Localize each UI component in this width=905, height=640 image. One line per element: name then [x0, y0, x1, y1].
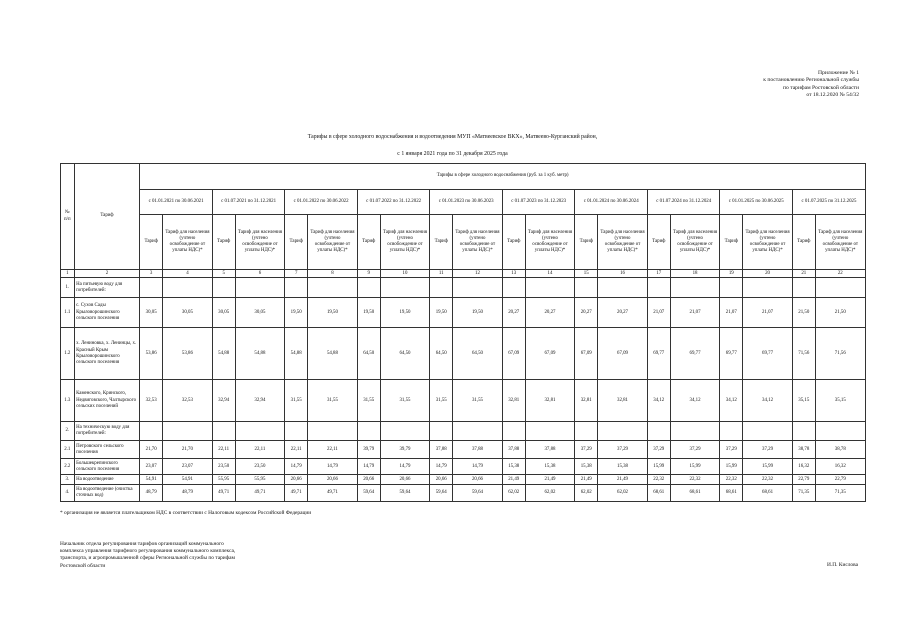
tariff-value: 55,95	[212, 475, 235, 485]
tariff-value	[430, 422, 453, 441]
tariff-value: 15,38	[598, 459, 648, 475]
tariff-value: 22,32	[720, 475, 743, 485]
tariff-value: 32,81	[598, 380, 648, 422]
tariff-value	[792, 422, 815, 441]
tariff-value: 34,12	[670, 380, 720, 422]
subheader-population: Тариф для населения (учтено освобождение от уплаты НДС)*	[235, 215, 285, 270]
tariff-value: 68,61	[670, 485, 720, 502]
period-header: с 01.07.2023 по 31.12.2023	[502, 190, 575, 215]
subheader-population: Тариф для населения (учтено освобождение от уплаты НДС)*	[743, 215, 793, 270]
tariff-value: 20,27	[525, 298, 575, 328]
row-number: 1.	[61, 278, 75, 298]
tariff-value: 21,07	[647, 298, 670, 328]
column-number: 22	[815, 270, 865, 278]
tariff-value: 69,77	[743, 328, 793, 380]
tariff-value: 54,88	[212, 328, 235, 380]
appendix-line-2: к постановлению Региональной службы	[763, 77, 859, 84]
tariff-value: 20,27	[598, 298, 648, 328]
tariff-value: 62,02	[525, 485, 575, 502]
column-number-row	[61, 270, 866, 278]
tariff-value	[670, 422, 720, 441]
tariff-value: 54,88	[285, 328, 308, 380]
tariff-value: 69,77	[670, 328, 720, 380]
tariff-value: 64,50	[430, 328, 453, 380]
tariff-value: 71,35	[815, 485, 865, 502]
tariff-value: 20,66	[357, 475, 380, 485]
tariff-value: 20,66	[308, 475, 358, 485]
tariff-value: 21,07	[743, 298, 793, 328]
tariff-value: 22,11	[212, 441, 235, 459]
column-number: 18	[670, 270, 720, 278]
subheader-population: Тариф для населения (учтено освобождение от уплаты НДС)*	[453, 215, 503, 270]
tariff-value	[212, 278, 235, 298]
document-title: Тарифы в сфере холодного водоснабжения и водоотведения МУП «Матвеевское ВКХ», Матвеево-Курганский район,	[307, 134, 598, 140]
tariff-value: 14,79	[380, 459, 430, 475]
tariff-table-body	[61, 278, 866, 502]
tariff-value	[357, 422, 380, 441]
row-label: Каменского, Кринского, Недвиговского, Чалтырского сельских поселений	[74, 380, 140, 422]
tariff-value: 37,29	[647, 441, 670, 459]
tariff-value: 15,38	[525, 459, 575, 475]
tariff-value: 49,71	[285, 485, 308, 502]
tariff-value: 21,50	[792, 298, 815, 328]
tariff-value	[380, 422, 430, 441]
tariff-value: 19,50	[430, 298, 453, 328]
tariff-value	[162, 422, 212, 441]
tariff-value: 19,50	[380, 298, 430, 328]
tariff-value: 53,86	[162, 328, 212, 380]
tariff-value	[308, 278, 358, 298]
tariff-value: 49,71	[308, 485, 358, 502]
tariff-value: 54,91	[162, 475, 212, 485]
tariff-value: 19,50	[308, 298, 358, 328]
tariff-value: 20,66	[285, 475, 308, 485]
column-number: 19	[720, 270, 743, 278]
tariff-value: 54,88	[308, 328, 358, 380]
tariff-value: 30,05	[140, 298, 163, 328]
tariff-value	[792, 278, 815, 298]
tariff-value: 30,05	[235, 298, 285, 328]
header-num: № п/п	[61, 164, 75, 270]
subheader-tariff: Тариф	[502, 215, 525, 270]
tariff-value: 31,55	[430, 380, 453, 422]
tariff-value: 62,02	[575, 485, 598, 502]
tariff-value: 22,79	[792, 475, 815, 485]
tariff-value: 55,95	[235, 475, 285, 485]
tariff-value: 15,38	[502, 459, 525, 475]
tariff-value: 38,78	[792, 441, 815, 459]
tariff-value: 34,12	[720, 380, 743, 422]
subheader-population: Тариф для населения (учтено освобождение от уплаты НДС)*	[308, 215, 358, 270]
tariff-value	[525, 422, 575, 441]
footnote: * организация не является плательщиком НДС в соответствии с Налоговым кодексом Российской Федерации	[60, 510, 312, 516]
tariff-value: 20,27	[502, 298, 525, 328]
row-number: 2.1	[61, 441, 75, 459]
row-label: с. Сухов Сады Крыловорошинского сельского поселения	[74, 298, 140, 328]
tariff-value: 68,61	[647, 485, 670, 502]
tariff-value	[815, 278, 865, 298]
tariff-value: 37,29	[720, 441, 743, 459]
tariff-value	[502, 278, 525, 298]
table-row	[61, 298, 866, 328]
tariff-value	[235, 278, 285, 298]
tariff-value: 71,56	[815, 328, 865, 380]
tariff-value: 22,32	[670, 475, 720, 485]
tariff-value: 39,79	[357, 441, 380, 459]
header-group: Тарифы в сфере холодного водоснабжения (руб. за 1 куб. метр)	[140, 164, 866, 190]
tariff-value: 37,88	[453, 441, 503, 459]
tariff-value: 14,79	[285, 459, 308, 475]
tariff-value: 15,99	[647, 459, 670, 475]
column-number: 3	[140, 270, 163, 278]
tariff-value: 64,50	[357, 328, 380, 380]
tariff-value	[720, 422, 743, 441]
tariff-value: 21,07	[670, 298, 720, 328]
subheader-population: Тариф для населения (учтено освобождение от уплаты НДС)*	[162, 215, 212, 270]
tariff-value: 32,81	[575, 380, 598, 422]
tariff-value: 37,29	[743, 441, 793, 459]
column-number: 21	[792, 270, 815, 278]
column-number: 12	[453, 270, 503, 278]
tariff-value: 37,88	[430, 441, 453, 459]
tariff-value: 71,56	[792, 328, 815, 380]
tariff-value: 32,94	[235, 380, 285, 422]
tariff-value: 68,61	[720, 485, 743, 502]
column-number: 14	[525, 270, 575, 278]
row-number: 2.	[61, 422, 75, 441]
tariff-value: 59,64	[430, 485, 453, 502]
tariff-value	[525, 278, 575, 298]
table-row	[61, 328, 866, 380]
tariff-value: 32,53	[162, 380, 212, 422]
tariff-value: 67,09	[525, 328, 575, 380]
tariff-value: 19,50	[285, 298, 308, 328]
tariff-value: 14,79	[357, 459, 380, 475]
tariff-value: 21,50	[815, 298, 865, 328]
column-number: 8	[308, 270, 358, 278]
tariff-value	[162, 278, 212, 298]
subheader-population: Тариф для населения (учтено освобождение от уплаты НДС)*	[598, 215, 648, 270]
tariff-value: 21,07	[720, 298, 743, 328]
tariff-value: 48,79	[140, 485, 163, 502]
table-row	[61, 459, 866, 475]
subheader-population: Тариф для населения (учтено освобождение от уплаты НДС)*	[815, 215, 865, 270]
tariff-value	[140, 422, 163, 441]
tariff-value: 20,66	[430, 475, 453, 485]
period-header: с 01.07.2022 по 31.12.2022	[357, 190, 430, 215]
tariff-value: 49,71	[235, 485, 285, 502]
appendix-line-1: Приложение № 1	[818, 70, 859, 76]
signature-line-4: Ростовской области	[60, 562, 106, 569]
appendix-block	[763, 70, 859, 99]
appendix-line-3: по тарифам Ростовской области	[783, 84, 859, 91]
period-header: с 01.07.2025 по 31.12.2025	[792, 190, 865, 215]
tariff-value: 59,64	[380, 485, 430, 502]
subheader-population: Тариф для населения (учтено освобождение от уплаты НДС)*	[670, 215, 720, 270]
tariff-value: 54,88	[235, 328, 285, 380]
tariff-value: 21,70	[162, 441, 212, 459]
tariff-value: 22,32	[743, 475, 793, 485]
tariff-value: 31,55	[453, 380, 503, 422]
tariff-value	[430, 278, 453, 298]
tariff-value: 34,12	[647, 380, 670, 422]
tariff-value: 35,15	[815, 380, 865, 422]
period-header: с 01.01.2024 по 30.06.2024	[575, 190, 648, 215]
tariff-value: 67,09	[502, 328, 525, 380]
tariff-value: 14,79	[308, 459, 358, 475]
column-number: 1	[61, 270, 75, 278]
tariff-value	[380, 278, 430, 298]
column-number: 2	[74, 270, 140, 278]
tariff-value: 31,55	[357, 380, 380, 422]
column-number: 13	[502, 270, 525, 278]
tariff-value: 64,50	[453, 328, 503, 380]
tariff-value: 15,99	[743, 459, 793, 475]
tariff-value: 21,49	[598, 475, 648, 485]
tariff-value: 37,29	[598, 441, 648, 459]
table-row	[61, 278, 866, 298]
period-header: с 01.01.2025 по 30.06.2025	[720, 190, 793, 215]
tariff-value: 21,49	[575, 475, 598, 485]
tariff-value: 20,66	[380, 475, 430, 485]
column-number: 20	[743, 270, 793, 278]
period-header: с 01.07.2024 по 31.12.2024	[647, 190, 720, 215]
tariff-value	[670, 278, 720, 298]
tariff-value: 31,55	[285, 380, 308, 422]
period-header: с 01.01.2021 по 30.06.2021	[140, 190, 213, 215]
tariff-value: 22,11	[235, 441, 285, 459]
tariff-value: 16,32	[815, 459, 865, 475]
subheader-tariff: Тариф	[357, 215, 380, 270]
tariff-value: 32,81	[502, 380, 525, 422]
signature-line-2: комплекса управления тарифного регулирования коммунального комплекса,	[60, 548, 236, 555]
table-row	[61, 475, 866, 485]
tariff-value: 15,99	[720, 459, 743, 475]
tariff-value	[575, 422, 598, 441]
tariff-value	[285, 422, 308, 441]
tariff-value: 23,50	[212, 459, 235, 475]
tariff-value	[285, 278, 308, 298]
tariff-value	[720, 278, 743, 298]
row-label: На питьевую воду для потребителей:	[74, 278, 140, 298]
signature-position	[60, 541, 235, 570]
tariff-value: 39,79	[380, 441, 430, 459]
tariff-value	[647, 422, 670, 441]
tariff-value: 37,29	[670, 441, 720, 459]
tariff-value	[647, 278, 670, 298]
tariff-value: 21,70	[140, 441, 163, 459]
tariff-value: 67,09	[598, 328, 648, 380]
tariff-value	[598, 422, 648, 441]
tariff-value: 34,12	[743, 380, 793, 422]
row-label: На техническую воду для потребителей:	[74, 422, 140, 441]
document-period: с 1 января 2021 года по 31 декабря 2025 года	[397, 151, 508, 157]
tariff-value: 35,15	[792, 380, 815, 422]
tariff-value: 30,05	[212, 298, 235, 328]
tariff-value: 59,64	[453, 485, 503, 502]
tariff-value: 15,38	[575, 459, 598, 475]
row-number: 3.	[61, 475, 75, 485]
tariff-value: 37,29	[575, 441, 598, 459]
column-number: 9	[357, 270, 380, 278]
tariff-value	[453, 422, 503, 441]
tariff-value: 62,02	[502, 485, 525, 502]
tariff-value: 37,88	[502, 441, 525, 459]
table-row	[61, 422, 866, 441]
tariff-value: 32,81	[525, 380, 575, 422]
signature-name: И.П. Кислова	[827, 562, 858, 568]
signature-line-3: транспорта, и агропромышленной сферы Региональной службы по тарифам	[60, 555, 235, 562]
column-number: 11	[430, 270, 453, 278]
tariff-value: 49,71	[212, 485, 235, 502]
column-number: 4	[162, 270, 212, 278]
tariff-value: 14,79	[430, 459, 453, 475]
tariff-value: 64,50	[380, 328, 430, 380]
row-number: 1.2	[61, 328, 75, 380]
subheader-population: Тариф для населения (учтено освобождение от уплаты НДС)*	[380, 215, 430, 270]
subheader-tariff: Тариф	[792, 215, 815, 270]
column-number: 5	[212, 270, 235, 278]
tariff-value	[357, 278, 380, 298]
tariff-value: 21,49	[502, 475, 525, 485]
tariff-value: 20,27	[575, 298, 598, 328]
subheader-population: Тариф для населения (учтено освобождение от уплаты НДС)*	[525, 215, 575, 270]
subheader-tariff: Тариф	[647, 215, 670, 270]
row-label: Большекрепинского сельского поселения	[74, 459, 140, 475]
column-number: 7	[285, 270, 308, 278]
tariff-value: 23,07	[162, 459, 212, 475]
column-number: 15	[575, 270, 598, 278]
tariff-table	[60, 163, 866, 502]
tariff-value: 23,07	[140, 459, 163, 475]
tariff-value: 32,94	[212, 380, 235, 422]
tariff-value: 59,64	[357, 485, 380, 502]
row-number: 1.3	[61, 380, 75, 422]
tariff-value: 38,78	[815, 441, 865, 459]
tariff-value: 71,35	[792, 485, 815, 502]
tariff-value: 21,49	[525, 475, 575, 485]
tariff-value	[502, 422, 525, 441]
period-header: с 01.07.2021 по 31.12.2021	[212, 190, 285, 215]
tariff-value	[140, 278, 163, 298]
tariff-value: 32,53	[140, 380, 163, 422]
tariff-value: 20,66	[453, 475, 503, 485]
tariff-value	[308, 422, 358, 441]
tariff-value	[235, 422, 285, 441]
tariff-value: 16,32	[792, 459, 815, 475]
tariff-value: 19,50	[453, 298, 503, 328]
tariff-value: 15,99	[670, 459, 720, 475]
tariff-value: 19,50	[357, 298, 380, 328]
tariff-value: 37,88	[525, 441, 575, 459]
tariff-value: 22,11	[308, 441, 358, 459]
tariff-value	[815, 422, 865, 441]
column-number: 10	[380, 270, 430, 278]
tariff-value	[453, 278, 503, 298]
tariff-value: 31,55	[308, 380, 358, 422]
table-row	[61, 485, 866, 502]
tariff-value: 14,79	[453, 459, 503, 475]
signature-line-1: Начальник отдела регулирования тарифов организаций коммунального	[60, 541, 224, 547]
tariff-value	[743, 278, 793, 298]
column-number: 17	[647, 270, 670, 278]
tariff-value	[575, 278, 598, 298]
row-number: 4.	[61, 485, 75, 502]
row-number: 2.2	[61, 459, 75, 475]
tariff-value: 22,79	[815, 475, 865, 485]
appendix-line-4: от 18.12.2020 № 54/32	[806, 91, 859, 98]
subheader-tariff: Тариф	[430, 215, 453, 270]
table-row	[61, 380, 866, 422]
subheader-tariff: Тариф	[575, 215, 598, 270]
tariff-value: 68,61	[743, 485, 793, 502]
subheader-tariff: Тариф	[285, 215, 308, 270]
tariff-value: 67,09	[575, 328, 598, 380]
tariff-value	[743, 422, 793, 441]
subheader-tariff: Тариф	[212, 215, 235, 270]
tariff-value: 69,77	[647, 328, 670, 380]
column-number: 16	[598, 270, 648, 278]
row-number: 1.1	[61, 298, 75, 328]
row-label: На водоотведение (очистка сточных вод)	[74, 485, 140, 502]
subheader-tariff: Тариф	[140, 215, 163, 270]
row-label: х. Лениновка, х. Ленинцы, х. Красный Крым Крыловорошинского сельского поселения	[74, 328, 140, 380]
tariff-value: 22,11	[285, 441, 308, 459]
table-row	[61, 441, 866, 459]
subheader-tariff: Тариф	[720, 215, 743, 270]
tariff-value: 53,86	[140, 328, 163, 380]
tariff-value	[212, 422, 235, 441]
period-header: с 01.01.2023 по 30.06.2023	[430, 190, 503, 215]
row-label: Петровского сельского поселения	[74, 441, 140, 459]
tariff-value: 31,55	[380, 380, 430, 422]
tariff-value: 48,79	[162, 485, 212, 502]
tariff-value: 23,50	[235, 459, 285, 475]
tariff-value: 22,32	[647, 475, 670, 485]
tariff-value	[598, 278, 648, 298]
tariff-value: 69,77	[720, 328, 743, 380]
tariff-value: 54,91	[140, 475, 163, 485]
tariff-value: 30,05	[162, 298, 212, 328]
column-number: 6	[235, 270, 285, 278]
tariff-value: 62,02	[598, 485, 648, 502]
period-header: с 01.01.2022 по 30.06.2022	[285, 190, 358, 215]
row-label: На водоотведение	[74, 475, 140, 485]
header-tariff: Тариф	[74, 164, 140, 270]
